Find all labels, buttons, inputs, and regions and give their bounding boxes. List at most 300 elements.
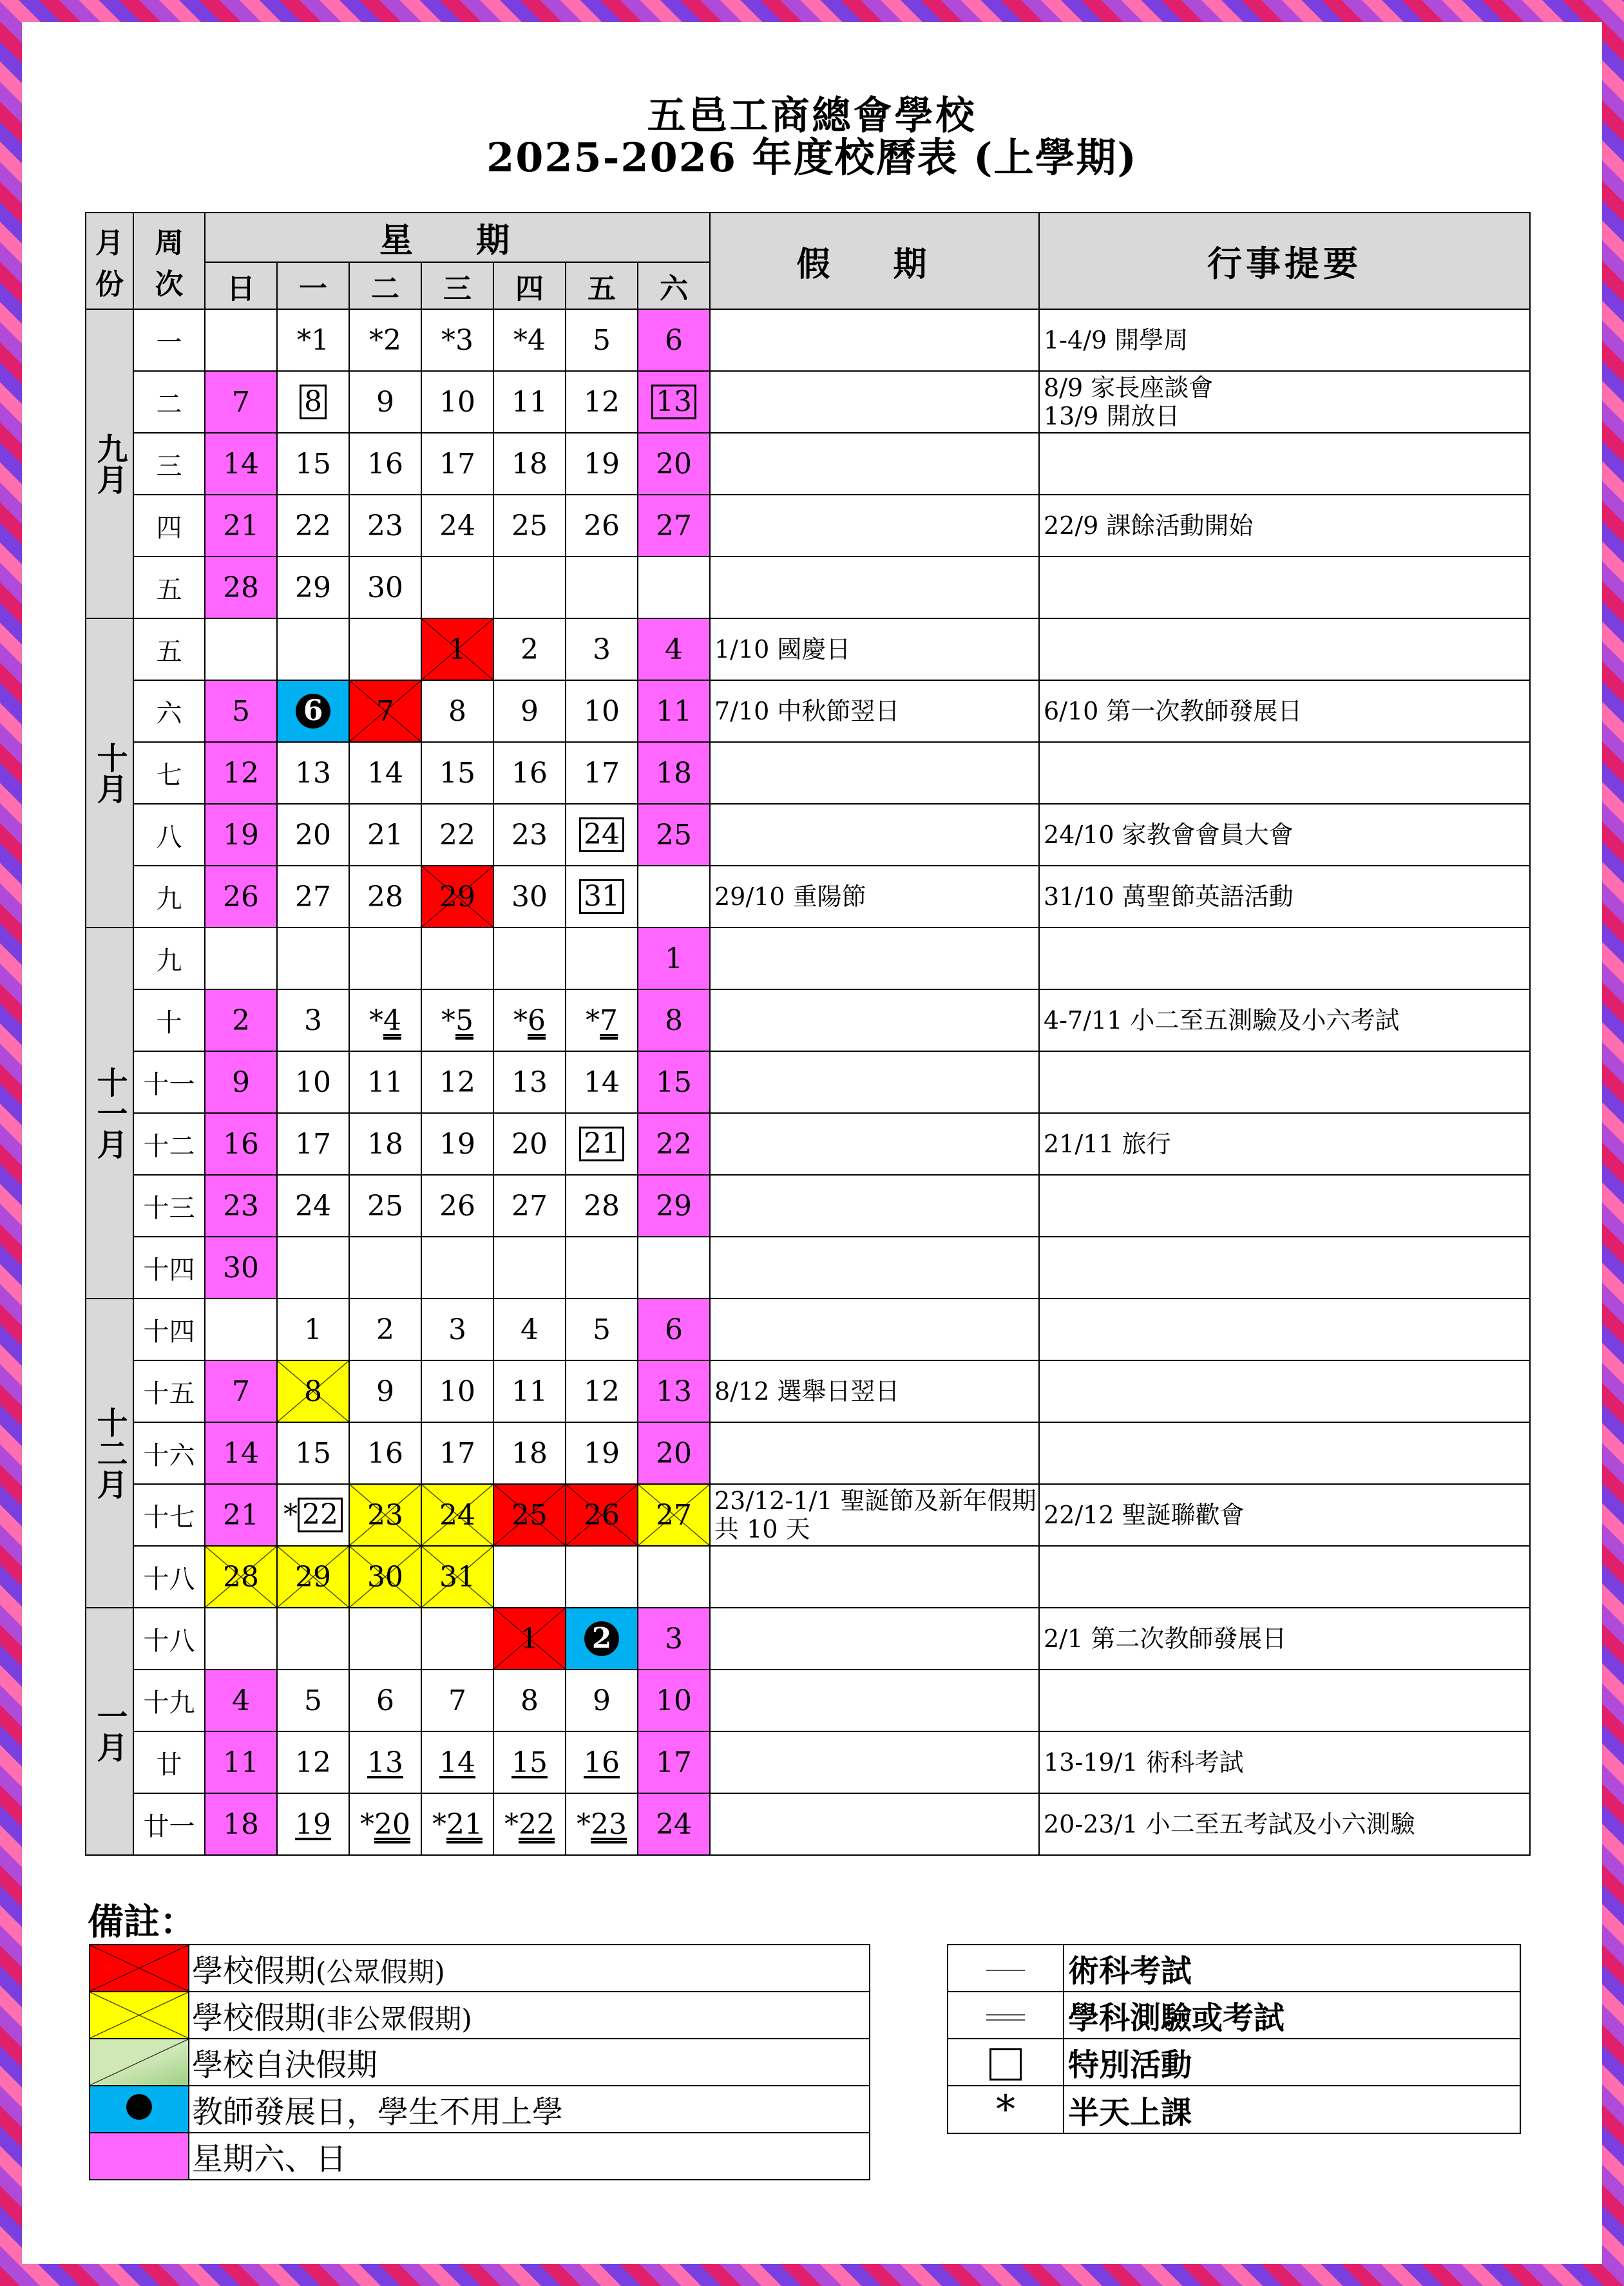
holiday-note: 7/10 中秋節翌日 [710, 680, 1039, 742]
day-number: 28 [367, 880, 403, 913]
event-note [1039, 1175, 1530, 1237]
day-number: 15 [295, 447, 331, 481]
week-row [86, 1546, 1530, 1608]
day-number: 15 [511, 1746, 548, 1779]
day-number: 5 [232, 694, 250, 728]
holiday-note [710, 309, 1039, 371]
day-cell [421, 1546, 493, 1608]
day-number: 24 [439, 1498, 475, 1532]
day-cell [277, 618, 349, 680]
legend-half-day: 半天上課 [1064, 2086, 1520, 2133]
day-cell [493, 557, 566, 618]
week-number: 十二 [133, 1113, 205, 1175]
day-cell [566, 866, 638, 928]
day-number: 19 [295, 1807, 331, 1841]
week-number: 十七 [133, 1484, 205, 1546]
day-cell [277, 1670, 349, 1731]
day-cell [566, 1793, 638, 1855]
day-number: 30 [511, 880, 548, 913]
day-cell [638, 866, 710, 928]
day-cell [277, 1546, 349, 1608]
day-number: 7 [376, 694, 394, 728]
event-note [1039, 1360, 1530, 1422]
day-number: 3 [304, 1004, 322, 1037]
day-cell [349, 1051, 421, 1113]
day-cell [205, 1051, 277, 1113]
day-cell [277, 989, 349, 1051]
day-number: 6 [528, 1004, 546, 1037]
half-day-marker: * [513, 1004, 528, 1037]
event-note [1039, 1237, 1530, 1299]
day-number: 1 [665, 942, 683, 975]
day-number: 8 [448, 694, 466, 728]
day-cell [566, 495, 638, 557]
day-cell [421, 989, 493, 1051]
week-number: 廿一 [133, 1793, 205, 1855]
day-cell [493, 866, 566, 928]
day-cell [349, 1484, 421, 1546]
month-label: 九月 [86, 309, 133, 618]
half-day-marker: * [283, 1498, 298, 1531]
day-cell [277, 1051, 349, 1113]
day-number: 5 [593, 1313, 611, 1346]
day-cell [421, 804, 493, 866]
day-cell [205, 989, 277, 1051]
day-cell [493, 680, 566, 742]
day-number: 21 [367, 818, 403, 852]
week-number: 八 [133, 804, 205, 866]
asterisk-icon: * [948, 2086, 1064, 2133]
day-number: 14 [223, 1436, 259, 1470]
day-cell [277, 680, 349, 742]
week-row [86, 1608, 1530, 1670]
day-number: 14 [223, 447, 259, 481]
day-cell [638, 1113, 710, 1175]
day-cell [638, 1484, 710, 1546]
day-number: 5 [304, 1684, 322, 1717]
event-note: 24/10 家教會會員大會 [1039, 804, 1530, 866]
half-day-marker: * [441, 1004, 455, 1037]
day-number: 2 [232, 1004, 250, 1037]
day-cell [421, 742, 493, 804]
day-number: 17 [439, 1436, 475, 1470]
day-cell [638, 1299, 710, 1360]
day-cell [566, 1670, 638, 1731]
day-cell [566, 309, 638, 371]
day-number: 22 [519, 1807, 555, 1841]
day-cell [349, 1793, 421, 1855]
holiday-header: 假 期 [710, 213, 1039, 309]
teacher-dev-dot: 2 [584, 1621, 619, 1656]
day-number: 22 [439, 818, 475, 852]
day-cell [638, 1175, 710, 1237]
day-cell [493, 495, 566, 557]
week-row [86, 1299, 1530, 1360]
day-cell [205, 309, 277, 371]
day-number: 30 [223, 1251, 259, 1284]
day-number: 4 [521, 1313, 539, 1346]
day-cell [493, 1484, 566, 1546]
week-number: 七 [133, 742, 205, 804]
day-number: 12 [295, 1746, 331, 1779]
week-row [86, 1422, 1530, 1484]
day-cell [277, 804, 349, 866]
day-cell [638, 1237, 710, 1299]
half-day-marker: * [360, 1807, 374, 1841]
day-tue-header: 二 [349, 262, 421, 309]
day-cell [277, 1113, 349, 1175]
day-cell [493, 618, 566, 680]
event-note: 2/1 第二次教師發展日 [1039, 1608, 1530, 1670]
holiday-note [710, 1175, 1039, 1237]
day-number: 11 [511, 385, 548, 419]
day-cell [349, 1608, 421, 1670]
holiday-note [710, 371, 1039, 433]
day-cell [277, 1237, 349, 1299]
holiday-note [710, 1299, 1039, 1360]
holiday-note [710, 1670, 1039, 1731]
day-number: 4 [383, 1004, 401, 1037]
square-icon [948, 2039, 1064, 2086]
blue-dot-swatch [90, 2086, 189, 2133]
school-calendar-table [85, 212, 1531, 1856]
week-row [86, 1670, 1530, 1731]
day-number: 23 [367, 1498, 403, 1532]
day-number: 14 [367, 756, 403, 790]
day-number: 14 [439, 1746, 475, 1779]
day-number: 16 [223, 1127, 259, 1161]
day-number: 12 [439, 1065, 475, 1099]
day-cell [566, 1299, 638, 1360]
week-number: 十八 [133, 1608, 205, 1670]
day-cell [349, 989, 421, 1051]
week-number: 廿 [133, 1731, 205, 1793]
holiday-note: 8/12 選舉日翌日 [710, 1360, 1039, 1422]
half-day-marker: * [432, 1807, 446, 1841]
day-cell [638, 309, 710, 371]
day-number: 9 [232, 1065, 250, 1099]
day-cell [493, 371, 566, 433]
day-fri-header: 五 [566, 262, 638, 309]
holiday-note [710, 1793, 1039, 1855]
day-number: 9 [376, 1375, 394, 1408]
day-cell [493, 989, 566, 1051]
day-number: 8 [521, 1684, 539, 1717]
holiday-note [710, 1422, 1039, 1484]
black-dot-icon [126, 2094, 152, 2120]
day-number: 1 [521, 1622, 539, 1655]
event-note: 6/10 第一次教師發展日 [1039, 680, 1530, 742]
day-number: *3 [441, 323, 473, 357]
day-cell [205, 495, 277, 557]
day-cell [205, 557, 277, 618]
day-cell [566, 928, 638, 989]
day-number: 3 [593, 633, 611, 666]
day-cell [566, 989, 638, 1051]
day-number: 12 [584, 385, 620, 419]
holiday-note [710, 742, 1039, 804]
day-number: 6 [665, 1313, 683, 1346]
day-cell [421, 1237, 493, 1299]
day-cell [421, 371, 493, 433]
week-number: 一 [133, 309, 205, 371]
holiday-note [710, 1113, 1039, 1175]
week-number: 十五 [133, 1360, 205, 1422]
holiday-note [710, 1051, 1039, 1113]
day-number: 7 [600, 1004, 618, 1037]
day-cell [421, 1608, 493, 1670]
event-note: 22/9 課餘活動開始 [1039, 495, 1530, 557]
day-cell [493, 1237, 566, 1299]
day-cell [421, 1360, 493, 1422]
day-cell [493, 1051, 566, 1113]
week-number: 五 [133, 618, 205, 680]
day-number: 28 [223, 1560, 259, 1594]
week-number: 三 [133, 433, 205, 495]
day-number: 30 [367, 1560, 403, 1594]
school-name: 五邑工商總會學校 [647, 93, 977, 138]
day-cell [493, 309, 566, 371]
day-cell [349, 1237, 421, 1299]
day-number: 5 [593, 323, 611, 357]
event-note: 1-4/9 開學周 [1039, 309, 1530, 371]
holiday-note: 29/10 重陽節 [710, 866, 1039, 928]
day-number: 4 [232, 1684, 250, 1717]
day-number: *1 [297, 323, 329, 357]
day-number: 15 [295, 1436, 331, 1470]
day-number: 20 [511, 1127, 548, 1161]
day-number: 24 [439, 509, 475, 542]
week-row [86, 804, 1530, 866]
day-number: 26 [584, 509, 620, 542]
day-number: 2 [521, 633, 539, 666]
day-cell [205, 1793, 277, 1855]
day-number: 11 [656, 694, 692, 728]
day-cell [421, 309, 493, 371]
holiday-note [710, 989, 1039, 1051]
event-note [1039, 1051, 1530, 1113]
day-cell [277, 1175, 349, 1237]
day-cell [638, 1546, 710, 1608]
day-number: 13 [511, 1065, 548, 1099]
week-number: 十九 [133, 1670, 205, 1731]
day-number: 25 [656, 818, 692, 852]
month-label: 十二月 [86, 1299, 133, 1608]
legend-discretionary-holiday: 學校自決假期 [189, 2039, 870, 2086]
day-cell [205, 1113, 277, 1175]
day-cell [277, 1484, 349, 1546]
holiday-note: 23/12-1/1 聖誕節及新年假期共 10 天 [710, 1484, 1039, 1546]
day-cell [493, 1670, 566, 1731]
legend-academic-exam: 學科測驗或考試 [1064, 1992, 1520, 2039]
day-cell [205, 866, 277, 928]
day-number: 19 [439, 1127, 475, 1161]
day-cell [277, 1793, 349, 1855]
holiday-note [710, 928, 1039, 989]
day-cell [493, 1546, 566, 1608]
day-cell [277, 1422, 349, 1484]
day-cell [638, 928, 710, 989]
event-note [1039, 557, 1530, 618]
day-cell [638, 1608, 710, 1670]
day-number: 16 [367, 447, 403, 481]
week-row [86, 618, 1530, 680]
holiday-note [710, 433, 1039, 495]
week-row [86, 371, 1530, 433]
day-number: 12 [223, 756, 259, 790]
day-cell [277, 371, 349, 433]
week-number: 九 [133, 866, 205, 928]
half-day-marker: * [369, 1004, 383, 1037]
day-number: 27 [295, 880, 331, 913]
day-number: 17 [584, 756, 620, 790]
day-cell [566, 371, 638, 433]
day-cell [638, 1731, 710, 1793]
day-number: 15 [439, 756, 475, 790]
week-number: 十六 [133, 1422, 205, 1484]
day-cell [493, 1793, 566, 1855]
green-diagonal-swatch [90, 2039, 189, 2086]
day-thu-header: 四 [493, 262, 566, 309]
day-number: 18 [511, 1436, 548, 1470]
week-number: 十四 [133, 1237, 205, 1299]
day-number: 22 [298, 1498, 343, 1532]
day-cell [349, 618, 421, 680]
day-number: 21 [446, 1807, 482, 1841]
day-number: 11 [367, 1065, 403, 1099]
week-number: 四 [133, 495, 205, 557]
day-cell [349, 1360, 421, 1422]
day-cell [205, 928, 277, 989]
day-cell [421, 1051, 493, 1113]
week-row [86, 1113, 1530, 1175]
day-number: 7 [232, 1375, 250, 1408]
day-number: 20 [374, 1807, 410, 1841]
day-number: 1 [448, 633, 466, 666]
day-cell [349, 433, 421, 495]
day-number: 17 [439, 447, 475, 481]
holiday-note [710, 1731, 1039, 1793]
holiday-note [710, 495, 1039, 557]
day-cell [566, 1237, 638, 1299]
day-cell [566, 433, 638, 495]
day-number: 6 [376, 1684, 394, 1717]
day-cell [349, 1670, 421, 1731]
week-row [86, 495, 1530, 557]
day-cell [349, 804, 421, 866]
day-cell [421, 680, 493, 742]
day-number: 28 [584, 1189, 620, 1223]
day-cell [421, 1175, 493, 1237]
day-number: 25 [367, 1189, 403, 1223]
day-cell [277, 928, 349, 989]
day-cell [277, 309, 349, 371]
day-cell [638, 495, 710, 557]
day-cell [205, 433, 277, 495]
month-label: 一月 [86, 1608, 133, 1855]
event-note [1039, 1299, 1530, 1360]
day-cell [277, 1608, 349, 1670]
day-cell [349, 928, 421, 989]
day-cell [205, 804, 277, 866]
day-number: 7 [232, 385, 250, 419]
week-number: 五 [133, 557, 205, 618]
day-number: 18 [656, 756, 692, 790]
day-cell [566, 1175, 638, 1237]
day-cell [277, 495, 349, 557]
day-number: 16 [511, 756, 548, 790]
day-cell [493, 1731, 566, 1793]
day-number: 4 [665, 633, 683, 666]
day-number: 31 [439, 1560, 475, 1594]
day-number: 6 [665, 323, 683, 357]
week-row [86, 866, 1530, 928]
legend-weekend: 星期六、日 [189, 2133, 870, 2180]
teacher-dev-dot: 6 [296, 694, 330, 729]
day-number: 24 [295, 1189, 331, 1223]
day-cell [205, 1175, 277, 1237]
day-number: 7 [448, 1684, 466, 1717]
day-number: 14 [584, 1065, 620, 1099]
day-number: 13 [651, 385, 696, 419]
day-cell [205, 680, 277, 742]
day-number: 9 [593, 1684, 611, 1717]
day-number: *2 [369, 323, 401, 357]
day-number: 1 [304, 1313, 322, 1346]
event-note: 4-7/11 小二至五測驗及小六考試 [1039, 989, 1530, 1051]
day-cell [493, 1175, 566, 1237]
day-cell [493, 1422, 566, 1484]
day-wed-header: 三 [421, 262, 493, 309]
event-note [1039, 928, 1530, 989]
legend-public-holiday: 學校假期(公眾假期) [189, 1945, 870, 1992]
day-number: 12 [584, 1375, 620, 1408]
events-header: 行事提要 [1039, 213, 1530, 309]
holiday-note [710, 1237, 1039, 1299]
day-number: 5 [455, 1004, 473, 1037]
week-row [86, 680, 1530, 742]
day-cell [638, 1422, 710, 1484]
day-cell [638, 1670, 710, 1731]
day-cell [205, 742, 277, 804]
day-cell [566, 742, 638, 804]
day-cell [277, 1299, 349, 1360]
event-note: 20-23/1 小二至五考試及小六測驗 [1039, 1793, 1530, 1855]
day-cell [349, 1422, 421, 1484]
day-number: 21 [579, 1127, 624, 1161]
day-number: 8 [300, 385, 327, 419]
day-number: 31 [579, 879, 624, 914]
day-cell [638, 1051, 710, 1113]
month-header: 月 份 [86, 213, 133, 309]
day-cell [566, 1051, 638, 1113]
holiday-note [710, 557, 1039, 618]
day-cell [638, 1793, 710, 1855]
week-number: 十一 [133, 1051, 205, 1113]
day-cell [493, 1608, 566, 1670]
day-cell [421, 1731, 493, 1793]
day-cell [638, 618, 710, 680]
day-number: 10 [439, 1375, 475, 1408]
day-cell [421, 928, 493, 989]
legend-special-activity: 特別活動 [1064, 2039, 1520, 2086]
day-cell [566, 1113, 638, 1175]
day-cell [349, 1299, 421, 1360]
day-cell [493, 1299, 566, 1360]
day-cell [421, 1422, 493, 1484]
event-note: 13-19/1 術科考試 [1039, 1731, 1530, 1793]
legend-skills-exam: 術科考試 [1064, 1945, 1520, 1992]
